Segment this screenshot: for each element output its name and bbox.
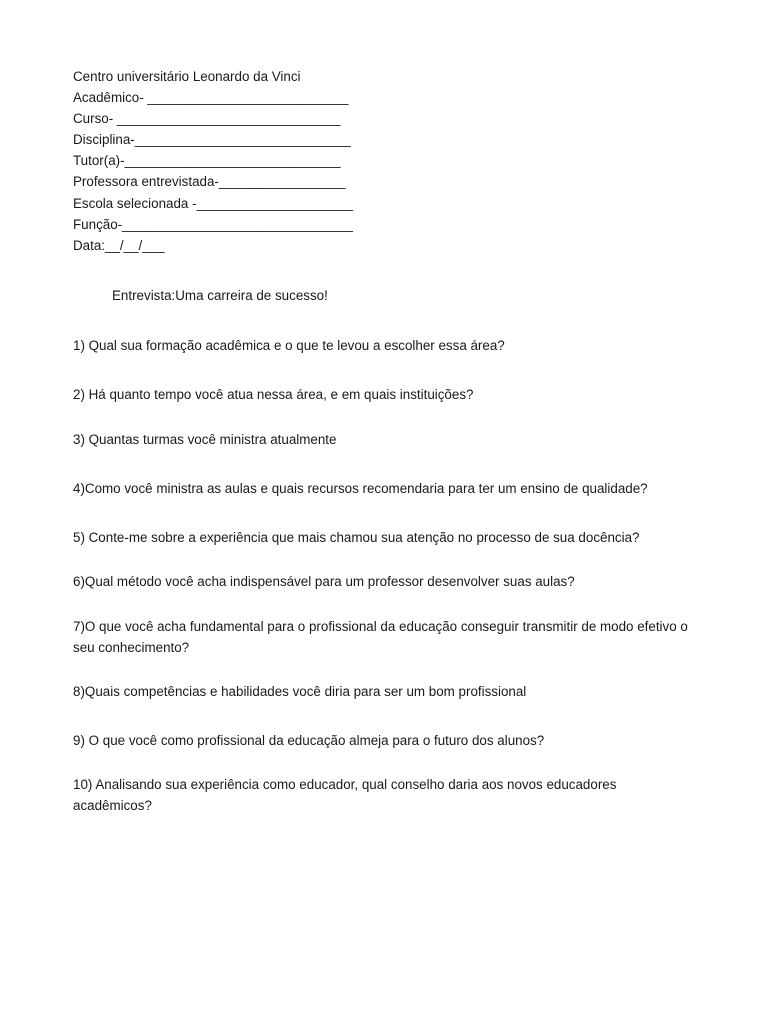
escola-field: Escola selecionada -_____________________ (73, 196, 353, 211)
tutor-field: Tutor(a)-_____________________________ (73, 153, 341, 168)
question-10: 10) Analisando sua experiência como educador, qual conselho daria aos novos educadores acadêmicos? (73, 777, 617, 813)
question-7: 7)O que você acha fundamental para o profissional da educação conseguir transmitir de modo efetivo o seu conhecimento? (73, 619, 688, 655)
question-8: 8)Quais competências e habilidades você diria para ser um bom profissional (73, 684, 527, 699)
professora-field: Professora entrevistada-_________________ (73, 174, 346, 189)
curso-field: Curso- ______________________________ (73, 111, 341, 126)
question-4: 4)Como você ministra as aulas e quais recursos recomendaria para ter um ensino de qualidade? (73, 481, 648, 496)
disciplina-field: Disciplina-_____________________________ (73, 132, 351, 147)
question-2: 2) Há quanto tempo você atua nessa área, e em quais instituições? (73, 387, 474, 402)
data-field: Data:__/__/___ (73, 238, 165, 253)
academico-field: Acadêmico- ___________________________ (73, 90, 349, 105)
question-5: 5) Conte-me sobre a experiência que mais chamou sua atenção no processo de sua docência? (73, 530, 640, 545)
institution-line: Centro universitário Leonardo da Vinci (73, 69, 301, 84)
question-9: 9) O que você como profissional da educação almeja para o futuro dos alunos? (73, 733, 545, 748)
question-1: 1) Qual sua formação acadêmica e o que te levou a escolher essa área? (73, 338, 505, 353)
interview-title: Entrevista:Uma carreira de sucesso! (112, 288, 328, 303)
question-6: 6)Qual método você acha indispensável para um professor desenvolver suas aulas? (73, 574, 575, 589)
funcao-field: Função-_______________________________ (73, 217, 353, 232)
question-3: 3) Quantas turmas você ministra atualmente (73, 432, 337, 447)
